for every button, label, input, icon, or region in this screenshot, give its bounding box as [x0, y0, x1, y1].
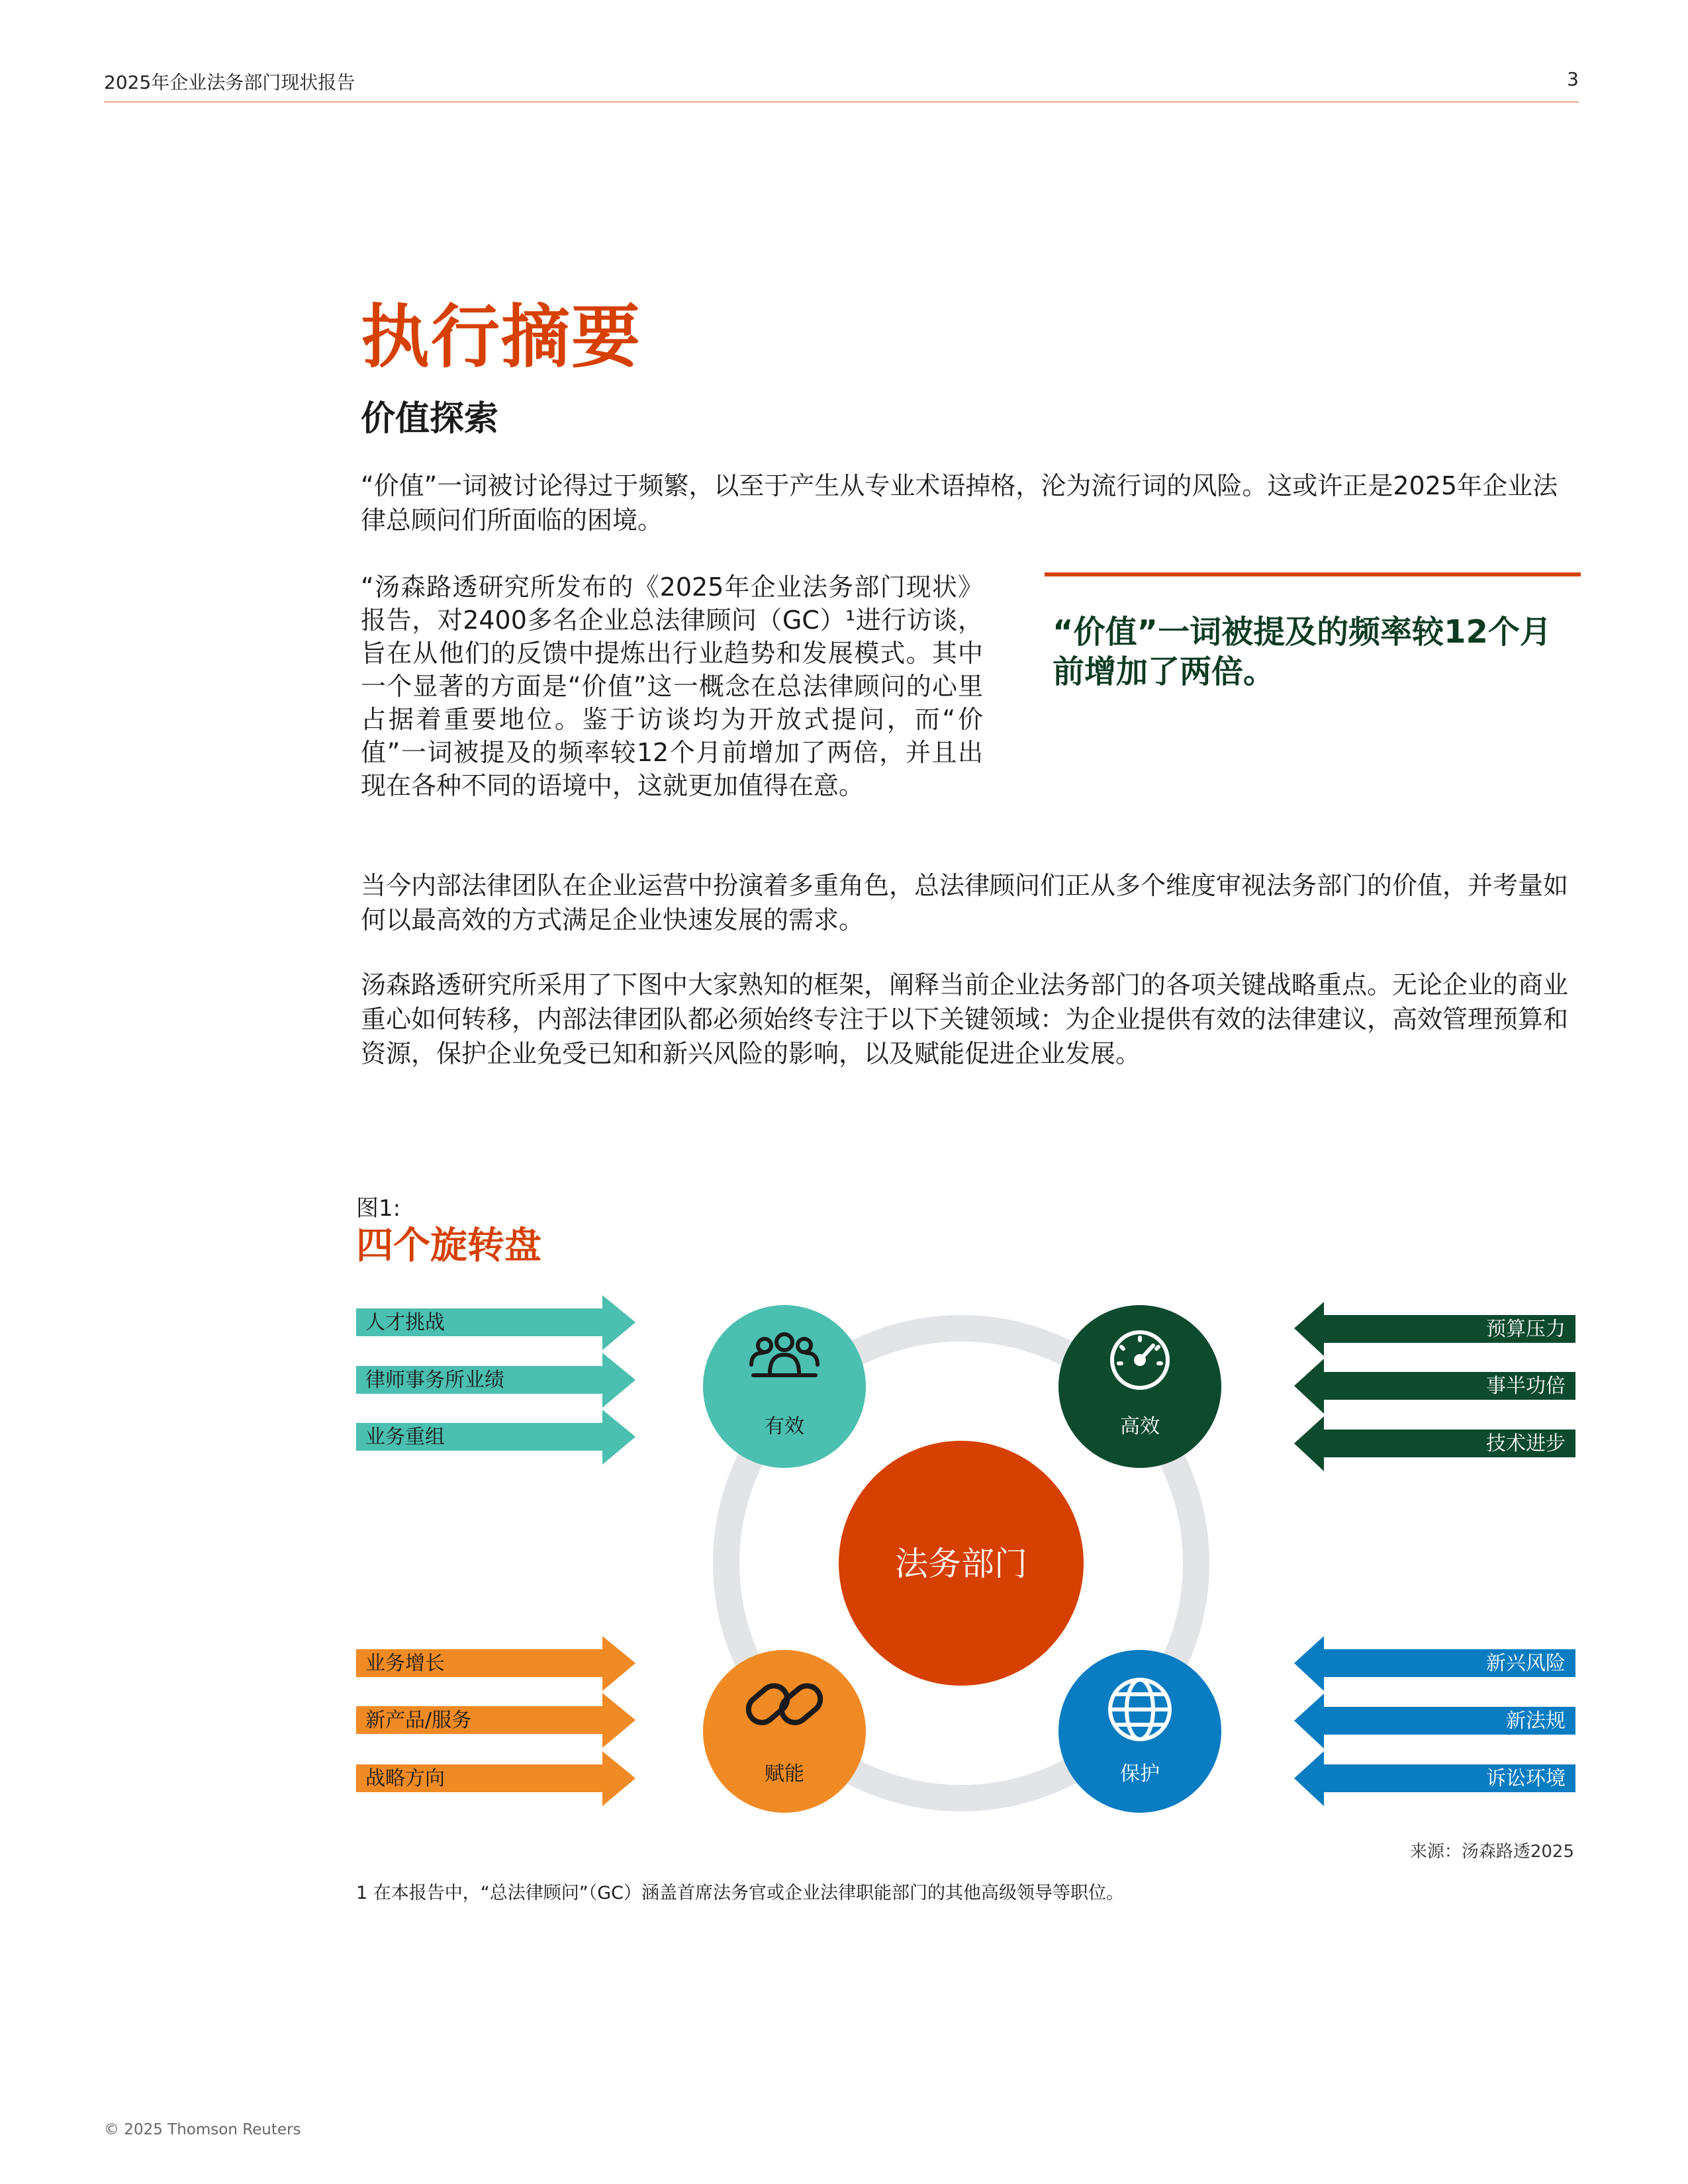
node-effective — [703, 1305, 866, 1468]
arrow-label: 新产品/服务 — [365, 1709, 472, 1732]
running-header-title: 2025年企业法务部门现状报告 — [104, 71, 355, 93]
node-enable-label: 赋能 — [765, 1762, 804, 1786]
arrow-group-bottom-right — [1294, 1636, 1575, 1806]
node-efficient-label: 高效 — [1120, 1415, 1160, 1438]
section-subtitle: 价值探索 — [361, 399, 499, 439]
arrow-label: 战略方向 — [365, 1767, 445, 1790]
arrow-label: 业务增长 — [365, 1652, 445, 1675]
node-protect-label: 保护 — [1120, 1762, 1160, 1786]
pull-quote: “价值”一词被提及的频率较12个月前增加了两倍。 — [1053, 614, 1552, 690]
node-protect — [1058, 1650, 1221, 1813]
arrow-group-bottom-left — [356, 1636, 635, 1806]
arrow-label: 预算压力 — [1486, 1318, 1566, 1341]
paragraph-framework: 汤森路透研究所采用了下图中大家熟知的框架，阐释当前企业法务部门的各项关键战略重点。无论企业的商业重心如何转移，内部法律团队都必须始终专注于以下关键领域：为企业提供有效的法律建议，高效管理预算和资源，保护企业免受已知和新兴风险的影响，以及赋能促进企业发展。 — [361, 970, 1569, 1068]
paragraph-intro: “价值”一词被讨论得过于频繁，以至于产生从专业术语掉格，沦为流行词的风险。这或许正是2025年企业法律总顾问们所面临的困境。 — [361, 471, 1558, 535]
arrow-label: 新法规 — [1506, 1709, 1566, 1733]
arrow-label: 诉讼环境 — [1486, 1767, 1566, 1790]
node-enable — [703, 1650, 866, 1813]
arrow-label: 技术进步 — [1486, 1432, 1566, 1455]
section-title: 执行摘要 — [361, 296, 642, 377]
arrow-label: 事半功倍 — [1486, 1375, 1566, 1398]
figure-source: 来源：汤森路透2025 — [1409, 1842, 1574, 1862]
paragraph-roles: 当今内部法律团队在企业运营中扮演着多重角色，总法律顾问们正从多个维度审视法务部门的价值，并考量如何以最高效的方式满足企业快速发展的需求。 — [361, 871, 1569, 934]
center-label: 法务部门 — [895, 1545, 1027, 1583]
page-number: 3 — [1567, 68, 1579, 90]
arrow-label: 律师事务所业绩 — [365, 1369, 504, 1392]
node-effective-label: 有效 — [765, 1415, 804, 1438]
arrow-group-top-right — [1294, 1302, 1575, 1471]
copyright: © 2025 Thomson Reuters — [104, 2121, 301, 2138]
figure-title: 四个旋转盘 — [356, 1224, 541, 1267]
figure-label: 图1: — [356, 1195, 401, 1222]
paragraph-report: “汤森路透研究所发布的《2025年企业法务部门现状》报告，对2400多名企业总法律顾问（GC）¹进行访谈，旨在从他们的反馈中提炼出行业趋势和发展模式。其中一个显著的方面是“价值”这一概念在总法律顾问的心里占据着重要地位。鉴于访谈均为开放式提问，而“价值”一词被提及的频率较12个月前增加了两倍，并且出现在各种不同的语境中，这就更加值得在意。 — [361, 572, 983, 800]
arrow-label: 人才挑战 — [365, 1311, 445, 1334]
footnote: 1 在本报告中，“总法律顾问”（GC）涵盖首席法务官或企业法律职能部门的其他高级领导等职位。 — [356, 1883, 1125, 1903]
arrow-label: 业务重组 — [365, 1426, 445, 1449]
arrow-label: 新兴风险 — [1486, 1652, 1566, 1675]
arrow-group-top-left — [356, 1295, 635, 1465]
